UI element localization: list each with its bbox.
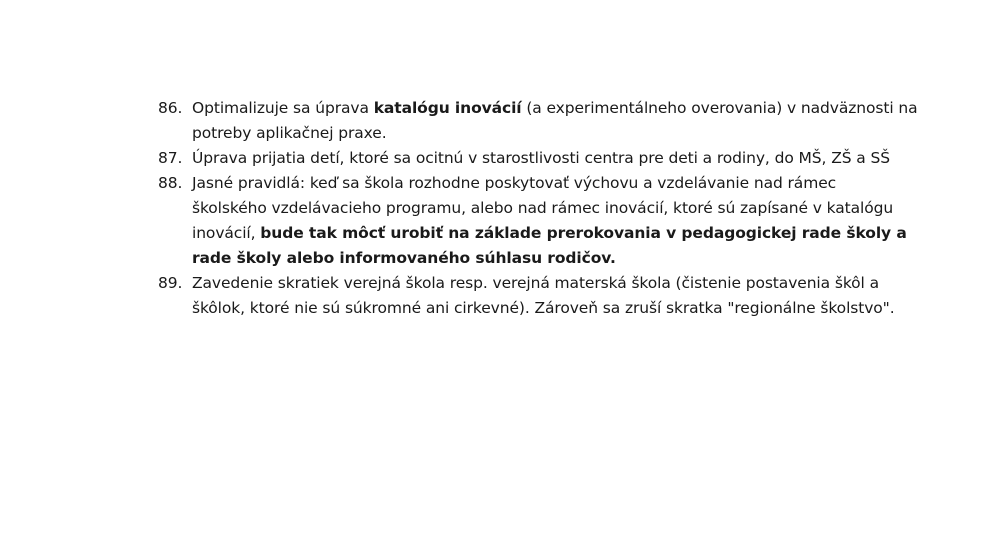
list-item-number: 89. — [158, 274, 183, 292]
list-item-number: 86. — [158, 99, 183, 117]
list-item — [158, 146, 898, 171]
bold-text-run: katalógu inovácií — [373, 99, 522, 117]
list-item — [158, 96, 920, 146]
list-item-text — [192, 271, 920, 321]
text-run: Jasné pravidlá: keď sa škola rozhodne poskytovať výchovu a vzdelávanie nad rámec školského vzdelávacieho programu, alebo nad rámec inovácií, ktoré sú zapísané v katalógu inovácií, — [192, 174, 894, 242]
numbered-list — [158, 96, 918, 321]
list-item-text — [192, 96, 920, 146]
list-item-text — [192, 171, 912, 271]
list-item-number: 88. — [158, 174, 183, 192]
text-run: Úprava prijatia detí, ktoré sa ocitnú v starostlivosti centra pre deti a rodiny, do MŠ, ZŠ a SŠ — [192, 149, 890, 167]
bold-text-run: bude tak môcť urobiť na základe prerokovania v pedagogickej rade školy a rade školy alebo informovaného súhlasu rodičov. — [192, 224, 907, 267]
list-item-number: 87. — [158, 149, 183, 167]
text-run: (a experimentálneho overovania) v nadväznosti na potreby aplikačnej praxe. — [192, 99, 918, 142]
list-item — [158, 271, 920, 321]
list-item — [158, 171, 912, 271]
text-run: Zavedenie skratiek verejná škola resp. verejná materská škola (čistenie postavenia škôl a škôlok, ktoré nie sú súkromné ani cirkevné). Zároveň sa zruší skratka "regionálne školstvo". — [192, 274, 895, 317]
list-item-text — [192, 146, 898, 171]
text-run: Optimalizuje sa úprava — [192, 99, 374, 117]
